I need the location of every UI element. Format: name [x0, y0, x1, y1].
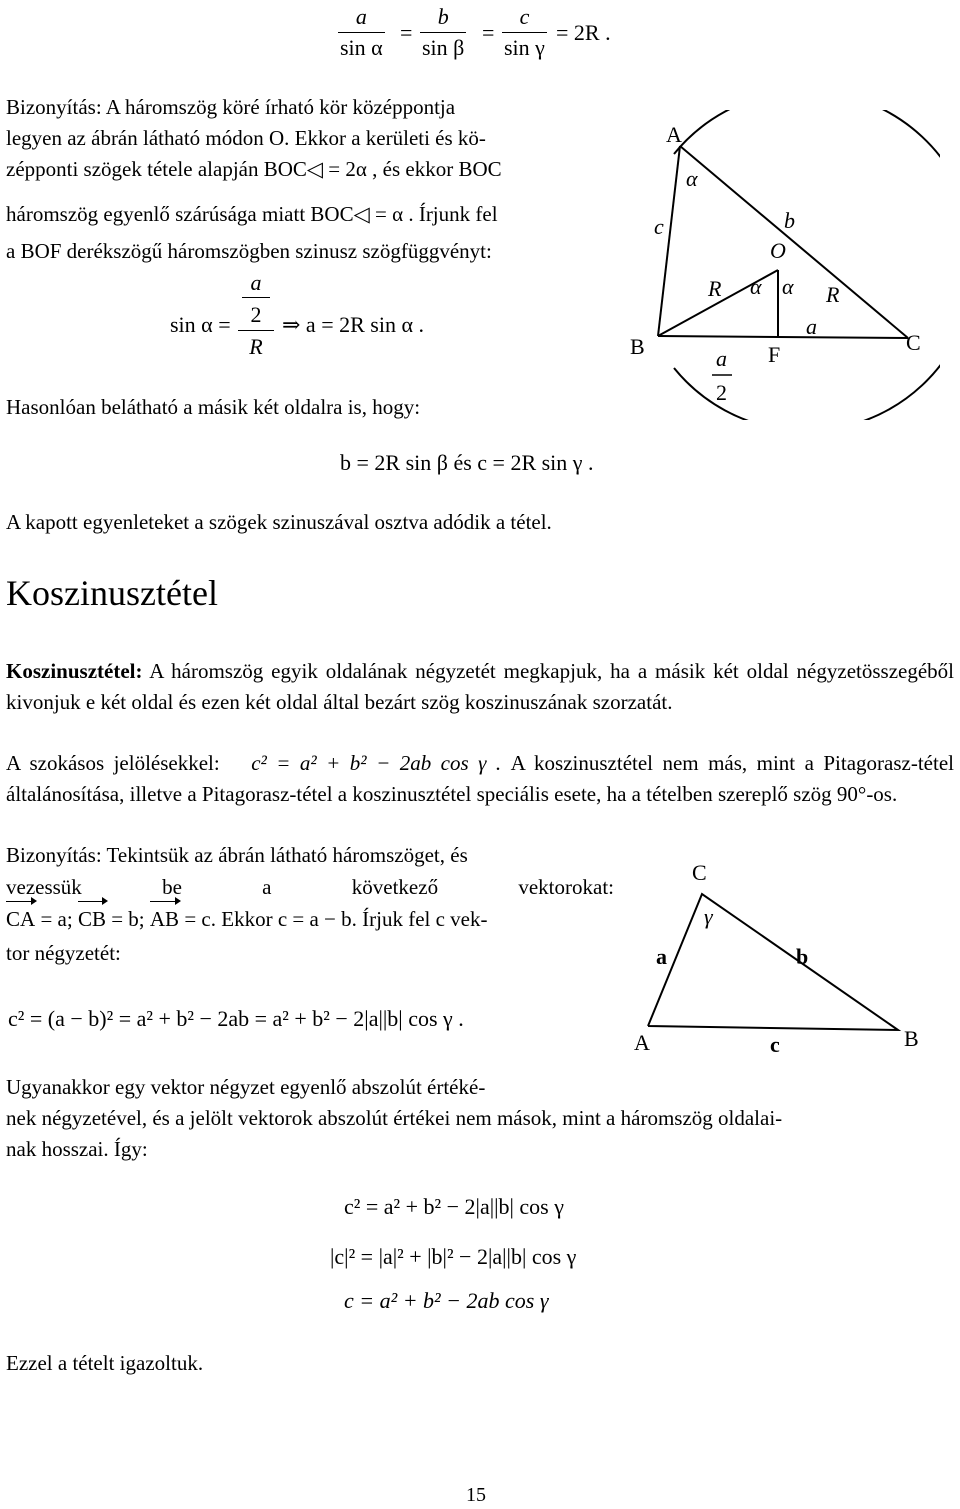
label-gamma: γ [704, 904, 713, 929]
after-line3: nak hosszai. Így: [6, 1137, 148, 1161]
notation-formula: c² = a² + b² − 2ab cos γ . [251, 751, 502, 775]
theorem-label: Koszinusztétel: [6, 659, 143, 683]
numerator: c [519, 4, 530, 29]
formula-rhs: ⇒ a = 2R sin α . [282, 312, 424, 337]
label-side-b: b [784, 208, 795, 233]
fraction-bar-main [238, 330, 274, 331]
denominator: sin γ [502, 32, 547, 61]
proof1-line7: A kapott egyenleteket a szögek szinuszával osztva adódik a tétel. [6, 510, 552, 534]
final-formula-1: c² = a² + b² − 2|a||b| cos γ [344, 1194, 564, 1219]
equals-sign: = [482, 20, 495, 45]
label-vertex-B: B [904, 1026, 919, 1051]
proof1-line5: a BOF derékszögű háromszögben szinusz szögfüggvényt: [6, 239, 492, 263]
label-vertex-C: C [906, 330, 921, 355]
denominator: sin α [338, 32, 385, 61]
label-alpha-right: α [782, 274, 794, 299]
vector-AB-def: = c. Ekkor c = a − b. Írjuk fel c vek- [179, 907, 488, 931]
denominator: sin β [420, 32, 466, 61]
label-side-c: c [770, 1032, 780, 1057]
label-vertex-B: B [630, 334, 645, 359]
notation-prefix: A szokásos jelölésekkel: [6, 751, 220, 775]
side-c-line [658, 146, 680, 336]
label-vertex-A: A [666, 122, 682, 147]
vector-CB-def: = b; [105, 907, 145, 931]
label-foot-F: F [768, 342, 781, 367]
equals-sign: = [400, 20, 413, 45]
vector-CB: CB [78, 904, 106, 935]
circumcircle-arc [674, 110, 940, 420]
proof1-line2: legyen az ábrán látható módon O. Ekkor a kerületi és kö- [6, 126, 486, 150]
label-radius-right: R [826, 282, 840, 307]
after-line1: Ugyanakkor egy vektor négyzet egyenlő abszolút értéké- [6, 1075, 486, 1099]
notation-paragraph [6, 748, 954, 810]
theorem-text: A háromszög egyik oldalának négyzetét megkapjuk, ha a másik két oldal négyzetösszegéből kivonjuk e két oldal és ezen két oldal által bezárt szög koszinuszának szorzatát. [6, 659, 954, 714]
label-vertex-C: C [692, 860, 707, 885]
label-side-a: a [806, 314, 817, 339]
vector-CA: CA [6, 904, 35, 935]
circumcircle-diagram [610, 110, 940, 420]
formula-num-a: a [250, 270, 262, 295]
fraction-a-sin-alpha [338, 4, 385, 61]
proof2-line4: tor négyzetét: [6, 941, 121, 965]
fraction-bar-small [242, 297, 270, 298]
side-b-line [680, 146, 908, 338]
theorem-paragraph [6, 656, 954, 718]
label-alpha-left: α [750, 274, 762, 299]
label-alpha-top: α [686, 166, 698, 191]
proof1-line1: Bizonyítás: A háromszög köré írható kör középpontja [6, 95, 456, 119]
vector-CA-def: = a; [35, 907, 73, 931]
proof2-line1: Bizonyítás: Tekintsük az ábrán látható háromszöget, és [6, 843, 468, 867]
proof1-line3: zépponti szögek tétele alapján BOC◁ = 2α , és ekkor BOC [6, 157, 502, 181]
final-formula-3: c = a² + b² − 2ab cos γ [344, 1288, 549, 1313]
final-formula-2: |c|² = |a|² + |b|² − 2|a||b| cos γ [330, 1244, 577, 1269]
proof1-line4: háromszög egyenlő szárúsága miatt BOC◁ = α . Írjunk fel [6, 202, 498, 226]
label-center-O: O [770, 238, 786, 263]
label-half-a-den: 2 [716, 380, 727, 405]
proof1-line6: Hasonlóan belátható a másik két oldalra is, hogy: [6, 395, 421, 419]
label-vertex-A: A [634, 1030, 650, 1055]
formula-b-c: b = 2R sin β és c = 2R sin γ . [340, 450, 594, 475]
side-a-line [658, 336, 908, 338]
fraction-c-sin-gamma [502, 4, 547, 61]
label-side-b: b [796, 944, 809, 969]
proof2-line3 [6, 904, 488, 935]
label-radius-left: R [708, 276, 722, 301]
triangle-diagram [620, 850, 940, 1060]
numerator: a [355, 4, 367, 29]
vector-square-formula: c² = (a − b)² = a² + b² − 2ab = a² + b² − 2|a||b| cos γ . [8, 1006, 464, 1031]
page-number: 15 [466, 1484, 486, 1506]
proof2-line2: vezessük be a következő vektorokat: [6, 875, 614, 899]
equals-2R: = 2R . [556, 20, 611, 45]
fraction-b-sin-beta [420, 4, 466, 61]
section-heading: Koszinusztétel [6, 573, 218, 613]
closing-line: Ezzel a tételt igazoltuk. [6, 1351, 204, 1375]
notation-suffix: A koszinusztétel nem más, mint a Pitagorasz-tétel általánosítása, illetve a Pitagorasz-tétel a koszinusztétel speciális esete, ha a tételben szereplő szög 90°-os. [6, 751, 954, 806]
label-side-c: c [654, 214, 664, 239]
formula-den-R: R [249, 334, 263, 359]
vector-AB: AB [150, 904, 179, 935]
after-line2: nek négyzetével, és a jelölt vektorok abszolút értékei nem mások, mint a háromszög oldalai- [6, 1106, 783, 1130]
formula-num-2: 2 [250, 302, 262, 327]
label-side-a: a [656, 944, 667, 969]
sin-alpha-lhs: sin α = [170, 312, 231, 337]
triangle-outline [648, 894, 898, 1030]
numerator: b [437, 4, 449, 29]
label-half-a-num: a [716, 346, 727, 371]
